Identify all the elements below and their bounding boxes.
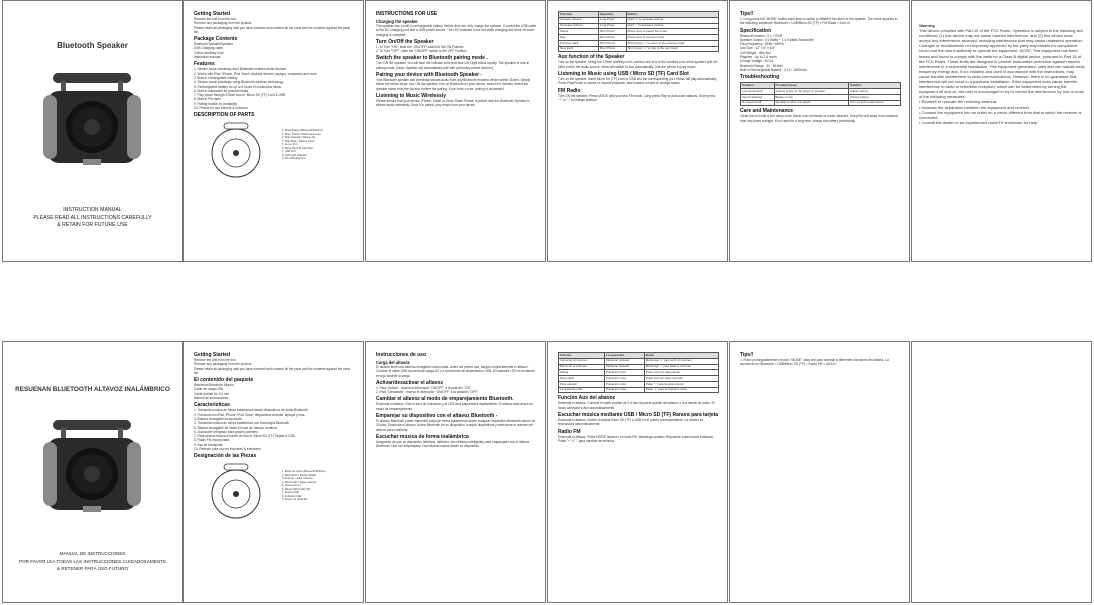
aux-heading: Aux function of the Speaker <box>558 54 625 61</box>
table-cell: Short Press <box>598 29 626 35</box>
speaker-side-icon <box>196 462 276 522</box>
functions-page <box>547 341 728 603</box>
table-cell: Mantenga "-" para bajar el volumen <box>644 364 718 370</box>
part-label: 5. Aux-in Port <box>282 143 298 147</box>
table-cell: Pulse "+" para la siguiente pista <box>644 387 718 393</box>
table-cell: Turn on and re-pair device <box>848 100 900 106</box>
spec-value: : 2.1 + EDR <box>765 33 783 38</box>
text-line: Cable auxiliar de 3,5 mm <box>194 391 230 396</box>
spec-key: Bluetooth Range <box>740 63 764 68</box>
part-label: 8. Indicador LED <box>282 494 302 498</box>
listening-text: Please ensure that your device (Phone, Tablet or Other Smart Phone) is paired with the Bluetooth Speaker to stream audio wirelessly. Once it is paired, play music from your device. <box>376 98 530 108</box>
text-line: Instruction manual <box>194 55 221 60</box>
warning-text: This device complies with Part 15 of the FCC Rules. Operation is subject to the following two conditions: (1) this device may not cause harmful interference, and (2) this device must accept any interference received, including interference that may cause undesired operation. Changes or modifications not expressly approved by the party responsible for compliance could void the user's authority to operate the equipment. NOTE: This equipment has been tested and found to comply with the limits for a Class B digital device, pursuant to Part 15 of the FCC Rules. These limits are designed to provide reasonable protection against harmful interference in a residential installation. This equipment generates, uses and can radiate radio frequency energy and, if not installed and used in accordance with the instructions, may cause harmful interference to radio communications. However, there is no guarantee that interference will not occur in a particular installation. If this equipment does cause harmful interference to radio or television reception, which can be determined by turning the equipment off and on, the user is encouraged to try to correct the interference by one or more of the following measures: <box>919 28 1085 100</box>
feature-item: 4. Transmita música de forma inalámbrica con tecnología Bluetooth <box>194 421 290 426</box>
feature-item: 8. Built-in FM radio <box>194 97 221 102</box>
cover-title: RESUENAN BLUETOOTH ALTAVOZ INALÁMBRICO <box>15 386 170 393</box>
package-contents-heading: Package Contents <box>194 36 238 43</box>
spec-value: : Up to 2-6 hours <box>753 55 777 60</box>
contents-page <box>183 341 364 603</box>
spec-value: : 33 - 66 feet <box>764 63 783 68</box>
table-cell: Speaker is off or not paired <box>774 100 848 106</box>
measure-item: • Consult the dealer or an experienced radio/TV technician for help. <box>919 119 1039 125</box>
listening-text: Asegúrese de que su dispositivo (teléfono, tableta u otro teléfono inteligente) esté emparejado con el altavoz Bluetooth. Una vez emparejado, reproduzca música desde su dispositivo. <box>376 439 530 449</box>
table-header: Possible Cause <box>774 83 848 89</box>
text-line: Remove the unit from the box. <box>194 358 237 362</box>
spec-value: : 85Hz~18KHz <box>763 42 785 47</box>
text-line: 2. To Turn "OFF", slide the "ON/OFF" switch to the OFF Position. <box>376 49 468 54</box>
table-cell: Play <box>559 35 599 41</box>
cover-footer-line: MANUAL DE INSTRUCCIONES <box>59 551 126 556</box>
feature-item: 7. Play music through 3.5mm Aux-in, Micro SD (TF) Card & USB <box>194 93 286 98</box>
feature-item: 1. Stream music wirelessly from Bluetooth enabled audio devices <box>194 67 286 72</box>
instructions-page <box>365 341 546 603</box>
table-cell: Mantenga "+" para subir el volumen <box>644 358 718 364</box>
spec-key: Built in Rechargeable Battery <box>740 67 782 72</box>
part-label: 6. Ranura Micro SD (TF) <box>282 487 311 491</box>
charging-heading: Charging the speaker <box>376 19 418 24</box>
measure-item: • Increase the separation between the equipment and receiver. <box>919 104 1031 110</box>
part-label: 9. DC Charging Port <box>282 157 306 161</box>
spec-value: : 4lbs 6oz <box>757 50 771 55</box>
fm-heading: Radio FM <box>558 428 581 435</box>
tips-page <box>729 341 910 603</box>
spec-key: Freq Frequency <box>740 42 763 47</box>
measure-item: • Connect the equipment into an outlet on a circuit different from that to which the receiver is connected. <box>919 109 1082 120</box>
table-cell: Charge battery <box>848 94 900 100</box>
tips-text: 1. Long press the "MODE" button each time to switch to different functions of the speaker. The mode appears in the following sequence: Bluetooth > USB/Micro SD (TF) > FM Radio > AUX-in. <box>740 17 898 26</box>
part-label: 8. LED Light Indicator <box>282 153 307 157</box>
feature-item: 10. Perfecto para uso en interiores & exteriores <box>194 447 261 452</box>
switch-bt-text: Turn ON the speaker. You will hear the indicator tone and blue LED light blinks rapidly. The speaker is now in pairing mode. (Note: Speaker will automatically pair with previously paired devices) <box>376 61 530 70</box>
fm-heading: FM Radio <box>558 87 581 94</box>
table-cell: Hold "-" to decrease volume <box>626 23 718 29</box>
text-line: 1. Para "Activar", mueva el interruptor "ON/OFF" a la posición "ON". <box>376 385 472 390</box>
usb-text: Turn on the speaker. Insert Micro SD (TF) Card or USB into the corresponding port. Music will play automatically. Press Play/Pause to pause or resume playback, skip forward or back to change tracks. <box>558 77 717 86</box>
feature-item: 2. Works with iPad, iPhone, iPod Touch, Android devices, laptops, computers and more <box>194 71 317 76</box>
cover-footer <box>3 207 182 230</box>
fm-text: Encienda el altavoz. Pulse MODE hasta oír el modo FM. Mantenga pulsado Reproducir para buscar emisoras. Pulse "+" o "-" para cambiar de emisora. <box>558 434 714 443</box>
part-label: 3. Avanzar / Subir volumen <box>282 477 313 481</box>
spec-key: Unit Size <box>740 46 753 51</box>
table-header: Function <box>559 12 599 18</box>
table-row <box>559 387 719 393</box>
spec-value: : 12" x 6" x 8.5" <box>753 46 776 51</box>
spec-key: Bluetooth version <box>740 33 765 38</box>
cover-page <box>2 0 183 262</box>
features-heading: Features <box>194 61 215 68</box>
description-heading: Designación de las Piezas <box>194 453 257 460</box>
text-line: 2. Para "Desactivar", mueva el interruptor "ON/OFF" a la posición "OFF". <box>376 390 479 395</box>
feature-item: 4. Stream music wirelessly using Bluetooth wireless technology <box>194 80 284 85</box>
cover-footer-line: PLEASE READ ALL INSTRUCTIONS CAREFULLY <box>33 214 152 221</box>
text-line: Bluetooth Speaker/Speaker <box>194 42 233 47</box>
tips-heading: Tips!! <box>740 11 754 17</box>
spec-value: : 3.7V / 1800mAh <box>782 67 807 72</box>
table-header: Solution <box>848 83 900 89</box>
table-cell: Press once to pause the music <box>626 29 718 35</box>
table-cell: Next track <box>559 46 599 52</box>
charging-text: El altavoz tiene una batería recargable incorporada. Antes del primer uso, cargue completamente el altavoz. Conecte el cable USB al puerto de carga DC y a una fuente de alimentación USB. El indicador LED se enciende en rojo durante la carga. <box>376 365 535 378</box>
feature-item: 3. Built-in rechargeable battery <box>194 75 238 80</box>
table-cell: Reproducir <box>559 376 605 382</box>
part-label: 7. Puerto USB <box>282 491 299 495</box>
table-header: Función <box>559 353 605 359</box>
part-label: 1. Botón de modo (Bluetooth/FM/Aux) <box>282 470 326 474</box>
listening-heading: Listening to Music Wirelessly <box>376 92 446 99</box>
table-header: Botón <box>644 353 718 359</box>
text-line: 3.5mm auxiliary cord <box>194 50 224 55</box>
spec-key: Cell Weight <box>740 50 757 55</box>
part-label: 2. Play / Pause / Radio Auto-scan <box>282 132 321 136</box>
table-cell: Pulsación corta <box>605 376 645 382</box>
care-heading: Care and Maintenance <box>740 108 794 115</box>
package-contents-heading: El contenido del paquete <box>194 377 254 384</box>
table-cell: Disminuir el volumen <box>559 364 605 370</box>
feature-item: 10. Perfect for use indoors & outdoors <box>194 106 248 111</box>
troubleshooting-table <box>740 82 901 106</box>
speaker-side-icon <box>196 121 276 181</box>
parts-diagram <box>194 121 355 181</box>
charging-heading: Carga del altavoz <box>376 360 410 365</box>
description-heading: DESCRIPTION OF PARTS <box>194 112 255 119</box>
manual-row-english <box>0 0 1094 262</box>
speaker-illustration <box>43 73 143 173</box>
feature-item: 5. Rechargeable battery for up to 6 hours of continuous music <box>194 84 282 89</box>
table-row <box>741 100 901 106</box>
specification-page <box>729 0 910 262</box>
switch-bt-heading: Switch the speaker to Bluetooth pairing mode . <box>376 55 488 62</box>
table-header: La operación <box>605 353 645 359</box>
spec-key: Speaker Output <box>740 37 763 42</box>
feature-item: 5. Batería recargable de hasta 6 horas de música continua <box>194 425 277 430</box>
table-cell: Short Press <box>598 46 626 52</box>
table-cell: Long Press <box>598 23 626 29</box>
usb-heading: Listening to Music using USB / Micro SD (TF) Card Slot <box>558 71 689 78</box>
table-cell: La siguiente pista <box>559 387 605 393</box>
text-line: Remove any packaging from the product. <box>194 362 253 367</box>
table-cell: Volume is low on the player or speaker <box>774 89 848 95</box>
care-text: Clean the unit with a soft damp cloth. Never use chemicals or harsh cleaners. Keep the unit away from moisture, heat and direct sunlight. If not used for a long time, charge the battery periodically. <box>740 114 899 123</box>
getting-started-heading: Getting Started <box>194 11 231 17</box>
table-header: Button <box>626 12 718 18</box>
cover-footer-line: & RETAIN FOR FUTURE USE <box>57 222 128 228</box>
text-line: Please retain all packaging until you have checked and counted all the parts and the contents against the parts list. <box>194 25 351 34</box>
warning-heading: Warning <box>919 23 935 28</box>
table-cell: Long Press <box>598 17 626 23</box>
part-label: 2. Reproducir / Pausa / Radio <box>282 473 317 477</box>
spec-heading: Specification <box>740 27 772 34</box>
feature-item: 9. Asa de transporte <box>194 442 223 447</box>
tips-heading: Tips!! <box>740 352 754 358</box>
spec-row <box>740 68 901 72</box>
spec-key: Playtime <box>740 55 753 60</box>
part-label: 4. Retroceder / Bajar volumen <box>282 480 317 484</box>
feature-item: 6. Built-in subwoofer for powerful bass <box>194 88 249 93</box>
cover-footer-line: & RETENER PARA USO FUTURO <box>56 566 129 571</box>
table-cell: Sound distorted <box>741 94 775 100</box>
turn-on-off-heading: Activar/desactivar el altavoz <box>376 379 443 386</box>
aux-text: Encienda el altavoz. Conecte el cable auxiliar de 3,5 mm al puerto auxiliar del altavoz y a la fuente de audio. El modo cambiará a Aux automáticamente. <box>558 401 715 410</box>
cover-title: Bluetooth Speaker <box>57 41 128 50</box>
functions-table <box>558 11 719 52</box>
text-line: Remove any packaging from the product. <box>194 21 253 26</box>
table-cell: Increase Volume <box>559 17 599 23</box>
text-line: Manual de instrucciones <box>194 396 229 401</box>
part-label: 9. Puerto de carga DC <box>282 498 308 502</box>
feature-item: 1. Transmita música de forma inalámbrica desde dispositivos de audio Bluetooth <box>194 408 308 413</box>
feature-item: 9. Rolling handle for portability <box>194 101 237 106</box>
speaker-illustration <box>43 420 143 520</box>
table-cell: Pulse "-" para la pista anterior <box>644 381 718 387</box>
table-cell: Low sound level <box>741 89 775 95</box>
cover-footer-line: INSTRUCTION MANUAL <box>63 207 122 213</box>
spec-value: : 5V/1A <box>762 59 774 64</box>
pairing-heading: Pairing your device with Bluetooth Speaker - <box>376 72 483 79</box>
feature-item: 3. Batería recargable incorporada <box>194 416 242 421</box>
part-label: 7. USB Port <box>282 150 296 154</box>
blank-page <box>911 341 1092 603</box>
aux-text: Turn on the speaker. Using the 3.5mm auxiliary cord, connect one end to the auxiliary port of the speaker and the other end to the audio source. Mode will switch to Aux automatically. Use the device to play music. <box>558 60 718 69</box>
text-line: Resuenan Bluetooth Altavoz <box>194 383 235 388</box>
spec-value: : 3 x Watts + 1 x 5 Watts Subwoofer <box>763 37 814 42</box>
getting-started-heading: Getting Started <box>194 352 231 358</box>
table-cell: Pista anterior <box>559 381 605 387</box>
table-header: Operation <box>598 12 626 18</box>
switch-bt-heading: Cambiar el altavoz al modo de emparejamiento Bluetooth. <box>376 396 514 403</box>
table-cell: Hold "+" to increase volume <box>626 17 718 23</box>
instructions-page <box>365 0 546 262</box>
text-line: USB Charging cable <box>194 46 223 51</box>
cover-page <box>2 341 183 603</box>
instructions-heading: Instrucciones de uso <box>376 352 427 358</box>
table-cell: No sound at all <box>741 100 775 106</box>
feature-item: 7. Reproduzca música a través de Aux-in, Micro SD (TF) Tarjeta & USB <box>194 434 295 439</box>
functions-table <box>558 352 719 393</box>
table-cell: Pulsación corta <box>605 370 645 376</box>
table-cell: Pausa <box>559 370 605 376</box>
aux-heading: Función Aux del altavoz <box>558 395 616 402</box>
table-cell: Short press "-" to return to the previous track <box>626 40 718 46</box>
text-line: Remove the unit from the box. <box>194 17 237 21</box>
pairing-text: Your Bluetooth speaker can wirelessly stream audio from any Bluetooth enabled device within 33 feet. Simply follow the below steps: turn ON the speaker, turn on Bluetooth on your device, search for devices, select the speaker name from the list and confirm the pairing. If you hear a tone, pairing is successful. <box>376 78 531 91</box>
text-line: Cable de carga USB <box>194 387 224 392</box>
features-heading: Características <box>194 402 230 409</box>
part-label: 1. Mode Button (Bluetooth/FM/Aux) <box>282 129 323 133</box>
table-cell: Decrease Volume <box>559 23 599 29</box>
text-line: 1. To Turn "ON", slide the "ON/OFF" switch to the ON Position. <box>376 44 465 49</box>
table-cell: Pulsación corta <box>605 381 645 387</box>
troubleshooting-heading: Troubleshooting <box>740 74 780 81</box>
part-label: 5. Puerto Aux-in <box>282 484 301 488</box>
listening-heading: Escuchar música de forma inalámbrica <box>376 433 469 440</box>
usb-text: Encienda el altavoz. Inserte la tarjeta Micro SD (TF) o USB en el puerto correspondiente. La música se reproducirá automáticamente. <box>558 418 704 427</box>
feature-item: 6. Subwoofer integrado para graves potentes <box>194 429 258 434</box>
measure-item: • Reorient or relocate the receiving antenna. <box>919 99 998 105</box>
turn-on-off-heading: Turn On/Off the Speaker <box>376 38 434 45</box>
warning-page <box>911 0 1092 262</box>
table-cell: Mantener pulsado <box>605 358 645 364</box>
table-cell: Pulsación corta <box>605 387 645 393</box>
table-cell: Mantener pulsado <box>605 364 645 370</box>
table-cell: Pulse una vez para pausar <box>644 370 718 376</box>
cover-footer <box>3 550 182 573</box>
part-label: 3. Skip Forward / Volume Up <box>282 136 316 140</box>
functions-page <box>547 0 728 262</box>
table-cell: Short press "+" to skip to the next track <box>626 46 718 52</box>
table-cell: Press once to resume music <box>626 35 718 41</box>
feature-item: 8. Radio FM incorporada <box>194 438 230 443</box>
instructions-heading: INSTRUCTIONS FOR USE <box>376 11 438 17</box>
table-cell: Adjust volume <box>848 89 900 95</box>
table-cell: Pause <box>559 29 599 35</box>
fm-text: Turn ON the speaker. Press MODE until you hear FM mode. Long press Play to auto-scan stations. Short press "+" or "-" to change stations. <box>558 93 716 102</box>
table-header: Problem <box>741 83 775 89</box>
feature-item: 2. Funciona con iPad, iPhone, iPod Touch, dispositivos Android, laptops y más <box>194 412 305 417</box>
usb-heading: Escuchar música mediante USB / Micro SD (TF) Ranura para tarjeta <box>558 412 719 419</box>
table-cell: Aumentar el volumen <box>559 358 605 364</box>
table-cell: Battery is low <box>774 94 848 100</box>
switch-bt-text: Encienda el altavoz. Oirá el tono de indicación y el LED azul parpadeará rápidamente. El altavoz está ahora en modo de emparejamiento. <box>376 402 533 411</box>
manual-row-spanish <box>0 341 1094 603</box>
table-cell: Short Press <box>598 35 626 41</box>
table-row <box>559 46 719 52</box>
part-label: 4. Skip Back / Volume Down <box>282 139 315 143</box>
spec-key: Charge Voltage <box>740 59 762 64</box>
parts-diagram <box>194 462 355 522</box>
cover-footer-line: POR FAVOR LEA TODAS LAS INSTRUCCIONES CUIDADOSAMENTE <box>18 558 167 564</box>
pairing-text: El altavoz Bluetooth puede transmitir audio de forma inalámbrica desde cualquier dispositivo Bluetooth dentro de 33 pies. Encienda el altavoz, active Bluetooth en su dispositivo, busque dispositivos y seleccione el nombre del altavoz para confirmar. <box>376 419 536 432</box>
part-label: 6. Micro SD (TF) Card Slot <box>282 146 313 150</box>
table-cell: Pulse una vez para reanudar <box>644 376 718 382</box>
charging-text: The speaker has a built-in rechargeable battery. Before first use, fully charge the speaker. Connect the USB cable to the DC charging port and a USB power source. The LED indicator turns red while charging and turns off when charging is complete. <box>376 24 537 37</box>
contents-page <box>183 0 364 262</box>
table-cell: Previous track <box>559 40 599 46</box>
table-cell: Short Press <box>598 40 626 46</box>
pairing-heading: Emparejar su dispositivo con el altavoz Bluetooth - <box>376 413 498 420</box>
text-line: Please retain all packaging until you have checked and counted all the parts and the contents against the parts list. <box>194 366 351 375</box>
tips-text: 1. Pulse prolongadamente el botón "MODE" cada vez para cambiar a diferentes funciones del altavoz. La secuencia es: Bluetooth > USB/Micro SD (TF) > Radio FM > AUX-in. <box>740 358 889 367</box>
